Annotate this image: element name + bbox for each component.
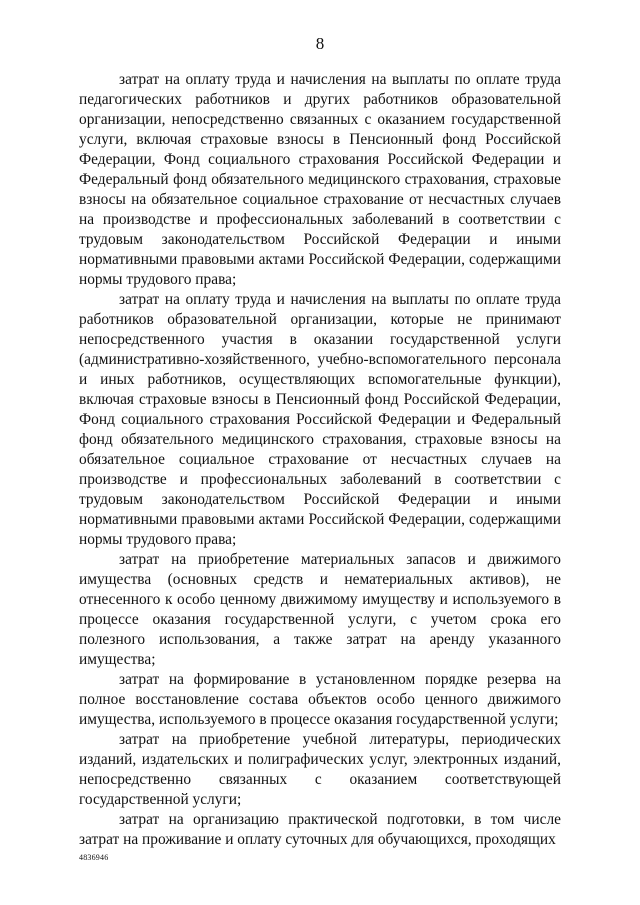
- paragraph-reserve-fund: затрат на формирование в установленном порядке резерва на полное восстановление состава объектов особо ценного движимого имущества, используемого в процессе оказания государственной услуги;: [79, 671, 561, 728]
- document-id: 4836946: [79, 853, 109, 862]
- document-body: [79, 70, 561, 850]
- paragraph-material-stock: затрат на приобретение материальных запасов и движимого имущества (основных средств и нематериальных активов), не отнесенного к особо ценному движимому имуществу и используемого в процессе оказания государственной услуги, с учетом срока его полезного использования, а также затрат на аренду указанного имущества;: [79, 551, 561, 668]
- paragraph-labor-costs-support: затрат на оплату труда и начисления на выплаты по оплате труда работников образовательной организации, которые не принимают непосредственного участия в оказании государственной услуги (административно-хозяйственного, учебно-вспомогательного персонала и иных работников, осуществляющих вспомогательные функции), включая страховые взносы в Пенсионный фонд Российской Федерации, Фонд социального страхования Российской Федерации и Федеральный фонд обязательного медицинского страхования, страховые взносы на обязательное социальное страхование от несчастных случаев на производстве и профессиональных заболеваний в соответствии с трудовым законодательством Российской Федерации и иными нормативными правовыми актами Российской Федерации, содержащими нормы трудового права;: [79, 291, 561, 548]
- paragraph-educational-literature: затрат на приобретение учебной литературы, периодических изданий, издательских и полиграфических услуг, электронных изданий, непосредственно связанных с оказанием соответствующей государственной услуги;: [79, 731, 561, 808]
- paragraph-practical-training: затрат на организацию практической подготовки, в том числе затрат на проживание и оплату суточных для обучающихся, проходящих: [79, 811, 561, 848]
- page-number: 8: [315, 34, 325, 53]
- paragraph-labor-costs-teaching: затрат на оплату труда и начисления на выплаты по оплате труда педагогических работников и других работников образовательной организации, непосредственно связанных с оказанием государственной услуги, включая страховые взносы в Пенсионный фонд Российской Федерации, Фонд социального страхования Российской Федерации и Федеральный фонд обязательного медицинского страхования, страховые взносы на обязательное социальное страхование от несчастных случаев на производстве и профессиональных заболеваний в соответствии с трудовым законодательством Российской Федерации и иными нормативными правовыми актами Российской Федерации, содержащими нормы трудового права;: [79, 71, 561, 288]
